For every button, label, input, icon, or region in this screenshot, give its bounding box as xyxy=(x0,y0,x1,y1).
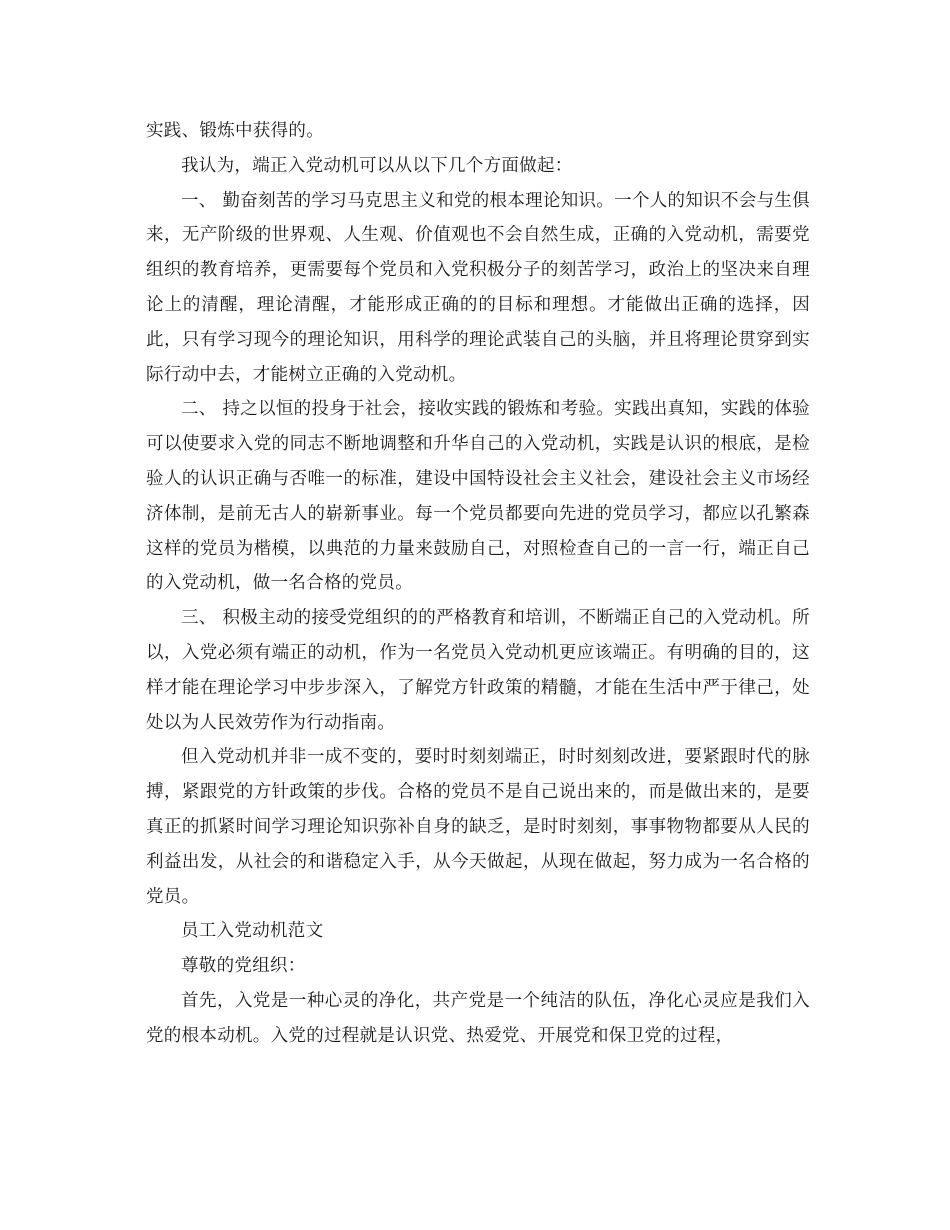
paragraph-intro: 我认为，端正入党动机可以从以下几个方面做起： xyxy=(181,155,573,176)
paragraph-letter-body: 首先，入党是一种心灵的净化，共产党是一个纯洁的队伍，净化心灵应是我们入党的根本动机。入党的过程就是认识党、热爱党、开展党和保卫党的过程， xyxy=(146,990,810,1046)
paragraph-point-two: 二、 持之以恒的投身于社会，接收实践的锻炼和考验。实践出真知，实践的体验可以使要求入党的同志不断地调整和升华自己的入党动机，实践是认识的根底，是检验人的认识正确与否唯一的标准，建设中国特设社会主义社会，建设社会主义市场经济体制，是前无古人的崭新事业。每一个党员都要向先进的党员学习，都应以孔繁森这样的党员为楷模，以典范的力量来鼓励自己，对照检查自己的一言一行，端正自己的入党动机，做一名合格的党员。 xyxy=(146,399,810,594)
document-body xyxy=(146,114,810,1054)
paragraph-continuation: 实践、锻炼中获得的。 xyxy=(146,121,324,141)
salutation: 尊敬的党组织： xyxy=(181,956,306,977)
paragraph-point-one: 一、 勤奋刻苦的学习马克思主义和党的根本理论知识。一个人的知识不会与生俱来，无产阶级的世界观、人生观、价值观也不会自然生成，正确的入党动机，需要党组织的教育培养，更需要每个党员和入党积极分子的刻苦学习，政治上的坚决来自理论上的清醒，理论清醒，才能形成正确的的目标和理想。才能做出正确的选择，因此，只有学习现今的理论知识，用科学的理论武装自己的头脑，并且将理论贯穿到实际行动中去，才能树立正确的入党动机。 xyxy=(146,190,810,385)
paragraph-point-three: 三、 积极主动的接受党组织的的严格教育和培训，不断端正自己的入党动机。所以，入党必须有端正的动机，作为一名党员入党动机更应该端正。有明确的目的，这样才能在理论学习中步步深入，了解党方针政策的精髓，才能在生活中严于律己，处处以为人民效劳作为行动指南。 xyxy=(146,608,810,733)
paragraph-conclusion: 但入党动机并非一成不变的，要时时刻刻端正，时时刻刻改进，要紧跟时代的脉搏，紧跟党的方针政策的步伐。合格的党员不是自己说出来的，而是做出来的，是要真正的抓紧时间学习理论知识弥补自身的缺乏，是时时刻刻，事事物物都要从人民的利益出发，从社会的和谐稳定入手，从今天做起，从现在做起，努力成为一名合格的党员。 xyxy=(146,747,810,907)
section-heading: 员工入党动机范文 xyxy=(181,921,324,942)
